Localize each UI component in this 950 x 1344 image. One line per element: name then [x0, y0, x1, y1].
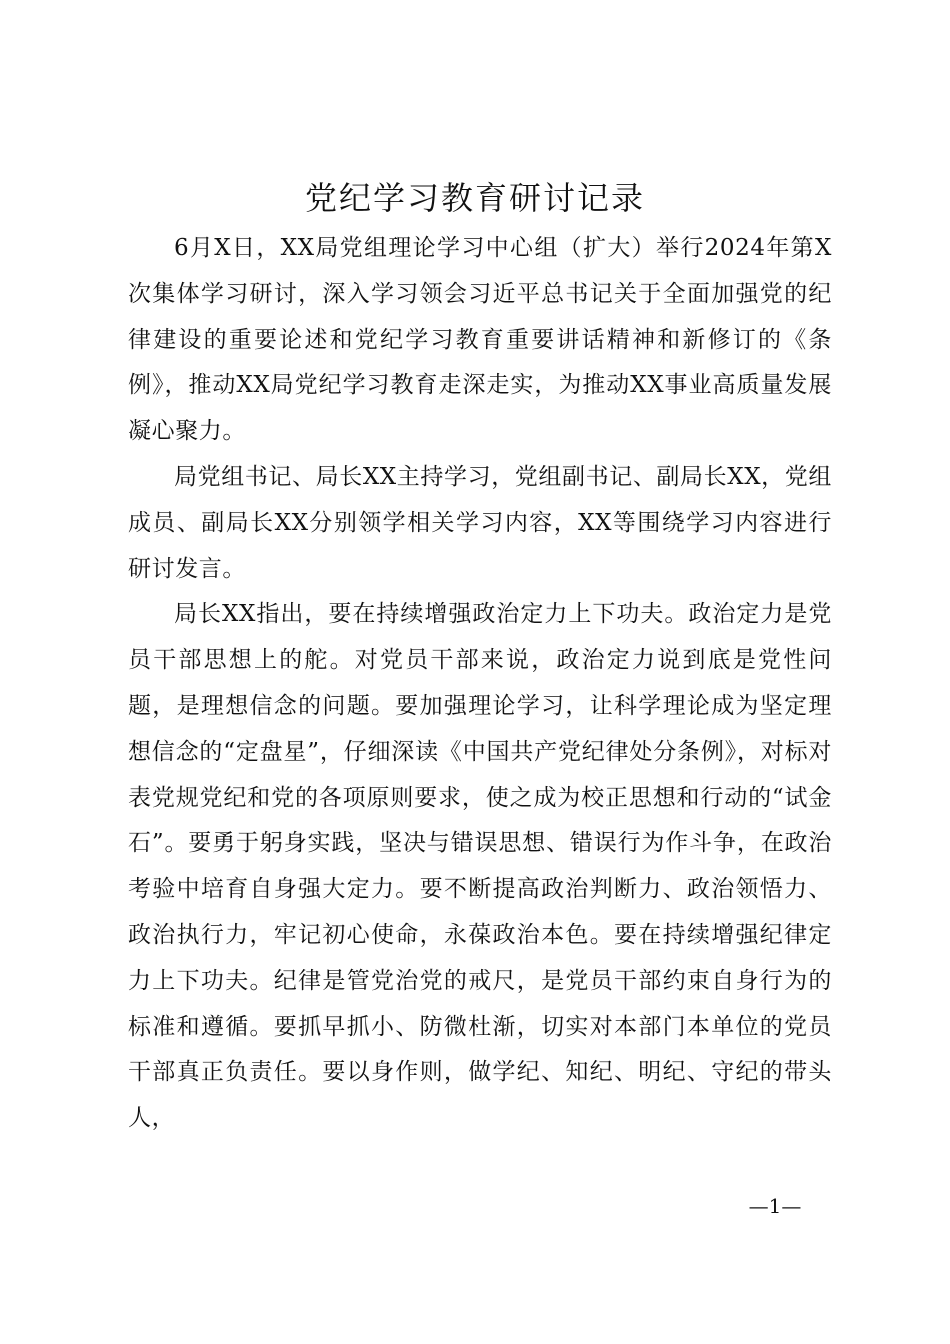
paragraph-1: 6月X日，XX局党组理论学习中心组（扩大）举行2024年第X次集体学习研讨，深入学习领会习近平总书记关于全面加强党的纪律建设的重要论述和党纪学习教育重要讲话精神和新修订的《条例》，推动XX局党纪学习教育走深走实，为推动XX事业高质量发展凝心聚力。	[128, 235, 832, 445]
document-body	[128, 226, 832, 1142]
paragraph-2: 局党组书记、局长XX主持学习，党组副书记、副局长XX，党组成员、副局长XX分别领学相关学习内容，XX等围绕学习内容进行研讨发言。	[128, 463, 832, 582]
page-number: —1—	[748, 1194, 802, 1218]
document-title: 党纪学习教育研讨记录	[304, 179, 645, 217]
paragraph-3: 局长XX指出，要在持续增强政治定力上下功夫。政治定力是党员干部思想上的舵。对党员干部来说，政治定力说到底是党性问题，是理想信念的问题。要加强理论学习，让科学理论成为坚定理想信念的“定盘星”，仔细深读《中国共产党纪律处分条例》，对标对表党规党纪和党的各项原则要求，使之成为校正思想和行动的“试金石”。要勇于躬身实践，坚决与错误思想、错误行为作斗争，在政治考验中培育自身强大定力。要不断提高政治判断力、政治领悟力、政治执行力，牢记初心使命，永葆政治本色。要在持续增强纪律定力上下功夫。纪律是管党治党的戒尺，是党员干部约束自身行为的标准和遵循。要抓早抓小、防微杜渐，切实对本部门本单位的党员干部真正负责任。要以身作则，做学纪、知纪、明纪、守纪的带头人，	[128, 601, 832, 1132]
